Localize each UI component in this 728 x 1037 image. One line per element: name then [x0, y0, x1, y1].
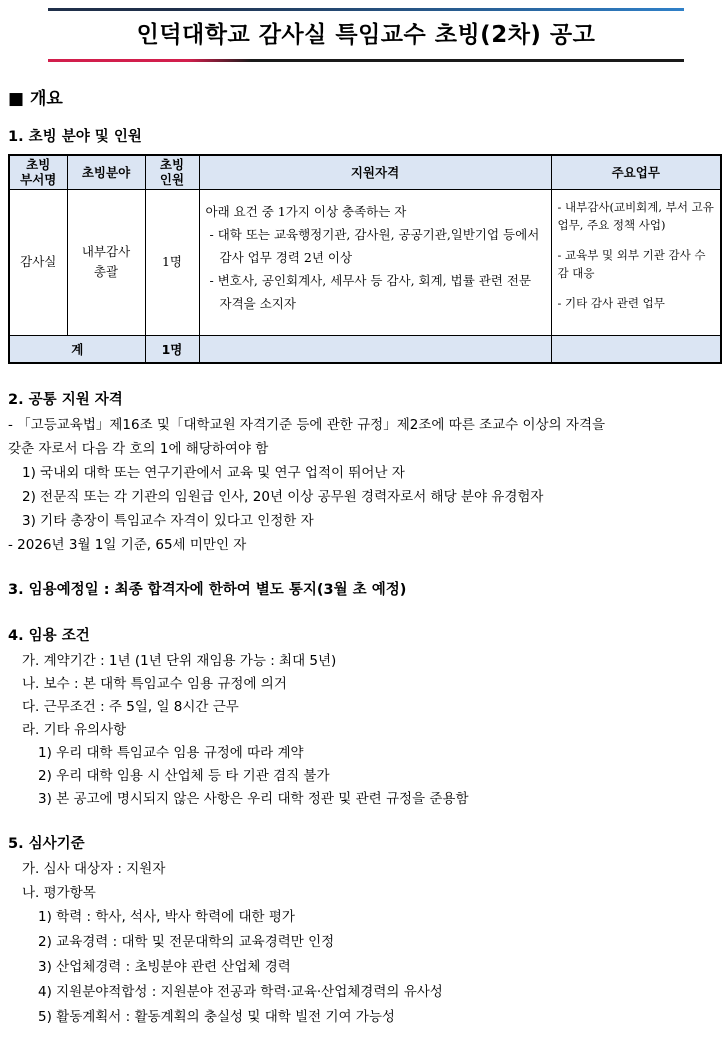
section2-heading: 2. 공통 지원 자격: [8, 392, 123, 408]
title-banner: [48, 8, 684, 62]
s5-criterion: 1) 학력 : 학사, 석사, 박사 학력에 대한 평가: [38, 909, 295, 925]
title-bottom-rule: [48, 59, 684, 62]
cell-duties: [551, 189, 721, 335]
s4-note: 1) 우리 대학 특임교수 임용 규정에 따라 계약: [38, 745, 304, 761]
s2-item: 3) 기타 총장이 특임교수 자격이 있다고 인정한 자: [22, 513, 314, 529]
total-empty-2: [551, 335, 721, 363]
table-header-row: [9, 155, 721, 189]
qual-item: - 대학 또는 교육행정기관, 감사원, 공공기관,일반기업 등에서 감사 업무 경력 2년 이상: [209, 226, 540, 265]
qual-intro: 아래 요건 중 1가지 이상 충족하는 자: [205, 203, 407, 219]
duty-item: - 교육부 및 외부 기관 감사 수감 대응: [557, 247, 706, 280]
table-total-row: [9, 335, 721, 363]
duty-item: - 기타 감사 관련 업무: [557, 295, 665, 310]
s4-note: 3) 본 공고에 명시되지 않은 사항은 우리 대학 정관 및 관련 규정을 준용함: [38, 791, 469, 807]
s3-title: 3. 임용예정일: [8, 582, 99, 598]
s4-note: 2) 우리 대학 임용 시 산업체 등 타 기관 겸직 불가: [38, 768, 330, 784]
s5-criterion: 5) 활동계획서 : 활동계획의 충실성 및 대학 빌전 기여 가능성: [38, 1009, 395, 1025]
s4-item: 가. 계약기간 : 1년 (1년 단위 재임용 가능 : 최대 5년): [22, 653, 337, 669]
s4-item: 다. 근무조건 : 주 5일, 일 8시간 근무: [22, 699, 239, 715]
header-field: 초빙분야: [67, 155, 145, 189]
cell-dept: 감사실: [9, 189, 67, 335]
s5-item: 가. 심사 대상자 : 지원자: [22, 861, 166, 877]
s5-item: 나. 평가항목: [22, 885, 96, 901]
s2-item: 2) 전문직 또는 각 기관의 임원급 인사, 20년 이상 공무원 경력자로서 해당 분야 유경험자: [22, 489, 544, 505]
s2-item: 1) 국내외 대학 또는 연구기관에서 교육 및 연구 업적이 뛰어난 자: [22, 465, 405, 481]
qual-item: - 변호사, 공인회계사, 세무사 등 감사, 회계, 법률 관련 전문 자격을 소지자: [209, 272, 532, 311]
s4-item: 나. 보수 : 본 대학 특임교수 임용 규정에 의거: [22, 676, 287, 692]
s3-detail: : 최종 합격자에 한하여 별도 통지(3월 초 예정): [98, 582, 407, 598]
header-dept: 초빙 부서명: [9, 155, 67, 189]
section3-heading: [8, 578, 406, 599]
overview-heading: ■ 개요: [8, 89, 63, 109]
cell-count: 1명: [145, 189, 199, 335]
s5-criterion: 2) 교육경력 : 대학 및 전문대학의 교육경력만 인정: [38, 934, 335, 950]
header-quals: 지원자격: [199, 155, 551, 189]
s2-line2: 갖춘 자로서 다음 각 호의 1에 해당하여야 함: [8, 441, 269, 457]
total-count: 1명: [145, 335, 199, 363]
duty-item: - 내부감사(교비회계, 부서 고유 업무, 주요 정책 사업): [557, 199, 714, 232]
table-row: [9, 189, 721, 335]
header-count: 초빙 인원: [145, 155, 199, 189]
total-label: 계: [9, 335, 145, 363]
cell-field: 내부감사 총괄: [67, 189, 145, 335]
cell-quals: [199, 189, 551, 335]
section5-heading: 5. 심사기준: [8, 836, 85, 852]
section4-heading: 4. 임용 조건: [8, 628, 90, 644]
s5-criterion: 4) 지원분야적합성 : 지원분야 전공과 학력·교육·산업체경력의 유사성: [38, 984, 443, 1000]
header-duties: 주요업무: [551, 155, 721, 189]
recruitment-table: [8, 154, 722, 364]
s2-age: - 2026년 3월 1일 기준, 65세 미만인 자: [8, 537, 247, 553]
s2-line1: - 「고등교육법」제16조 및「대학교원 자격기준 등에 관한 규정」제2조에 따른 조교수 이상의 자격을: [8, 417, 606, 433]
total-empty-1: [199, 335, 551, 363]
section1-heading: 1. 초빙 분야 및 인원: [8, 129, 142, 145]
s4-item: 라. 기타 유의사항: [22, 722, 127, 738]
page-title: 인덕대학교 감사실 특임교수 초빙(2차) 공고: [136, 22, 596, 48]
s5-criterion: 3) 산업체경력 : 초빙분야 관련 산업체 경력: [38, 959, 291, 975]
